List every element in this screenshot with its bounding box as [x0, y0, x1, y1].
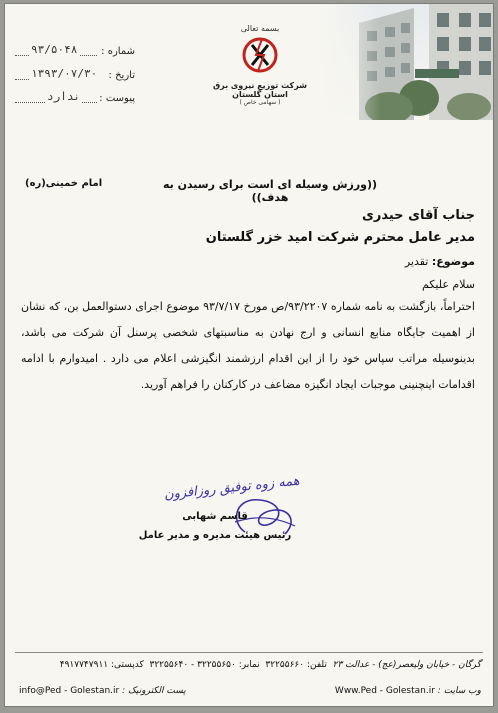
date-value: ۱۳۹۳/۰۷/۳۰ [31, 67, 98, 80]
footer-postcode-label: کدپستی: [110, 660, 144, 670]
footer-fax: ۳۲۲۵۵۶۵۰ - ۳۲۲۵۵۶۴۰ [149, 660, 236, 670]
subject [175, 255, 475, 268]
footer-phone: ۳۲۲۵۵۶۶۰ [265, 660, 305, 670]
number-value: ۹۳/۵۰۴۸ [31, 43, 78, 56]
date-label: تاریخ : [108, 70, 135, 81]
attachment-value: ندارد [47, 90, 81, 103]
building-photo [319, 3, 494, 120]
signatory-title: رئیس هیئت مدیره و مدیر عامل [138, 530, 292, 541]
footer-divider [15, 652, 483, 653]
footer-phone-label: تلفن: [306, 660, 327, 670]
footer-email-value[interactable]: info@Ped - Golestan.ir [19, 686, 120, 696]
subject-label: موضوع: [431, 255, 475, 268]
company-logo [205, 24, 315, 106]
attachment-field [15, 90, 135, 107]
greeting: سلام علیکم [421, 278, 475, 291]
motto: ((ورزش وسیله ای است برای رسیدن به هدف)) [162, 178, 378, 204]
subject-value: تقدیر [404, 255, 429, 268]
number-label: شماره : [101, 46, 135, 57]
number-field [15, 43, 135, 60]
company-name-line1: شرکت توزیع نیروی برق [212, 81, 308, 90]
footer-website-label: وب سایت : [437, 686, 481, 696]
footer-contact-line [19, 660, 481, 670]
attachment-label: پیوست : [99, 93, 135, 104]
recipient-name: جناب آقای حیدری [361, 208, 475, 223]
footer-address: گرگان - خیابان ولیعصر(عج) - عدالت ۲۳ [332, 660, 481, 670]
company-name-line2: استان گلستان [232, 90, 288, 99]
bismillah: بسمه تعالی [240, 24, 280, 33]
letter-body: احتراماً، بازگشت به نامه شماره ۹۳/۲۲۰۷/ص مورخ ۹۳/۷/۱۷ موضوع اجرای دستوالعمل بن، که نشان از اهمیت جایگاه منابع انسانی و ارج نهادن به مناسبتهای شخصی پرسنل آن شرکت می باشد، بدینوسیله مراتب سپاس خود را از این اقدام ارزشمند انگیزشی اعلام می دارد . امیدوارم با ادامه اقدامات اینچنینی موجبات ایجاد انگیزه مضاعف در کارکنان را فراهم آورید. [21, 300, 475, 391]
signatory-name: قاسم شهابی [182, 511, 248, 522]
footer-website-value[interactable]: Www.Ped - Golestan.ir [334, 686, 435, 696]
footer-website [335, 686, 481, 696]
footer-email-label: پست الکترونیک : [122, 686, 186, 696]
footer-email [19, 686, 186, 696]
letter-page [4, 3, 494, 707]
recipient-title: مدیر عامل محترم شرکت امید خزر گلستان [205, 230, 475, 245]
date-field [15, 67, 135, 84]
company-logo-icon [240, 35, 280, 75]
company-type: ( سهامی خاص ) [239, 99, 281, 106]
footer-fax-label: نمابر: [238, 660, 260, 670]
imam-quote-attribution: امام خمینی(ره) [25, 178, 103, 189]
handwritten-note: همه زوه توفیق روزافزون [163, 473, 301, 503]
footer-postcode: ۴۹۱۷۷۴۷۹۱۱ [59, 660, 109, 670]
